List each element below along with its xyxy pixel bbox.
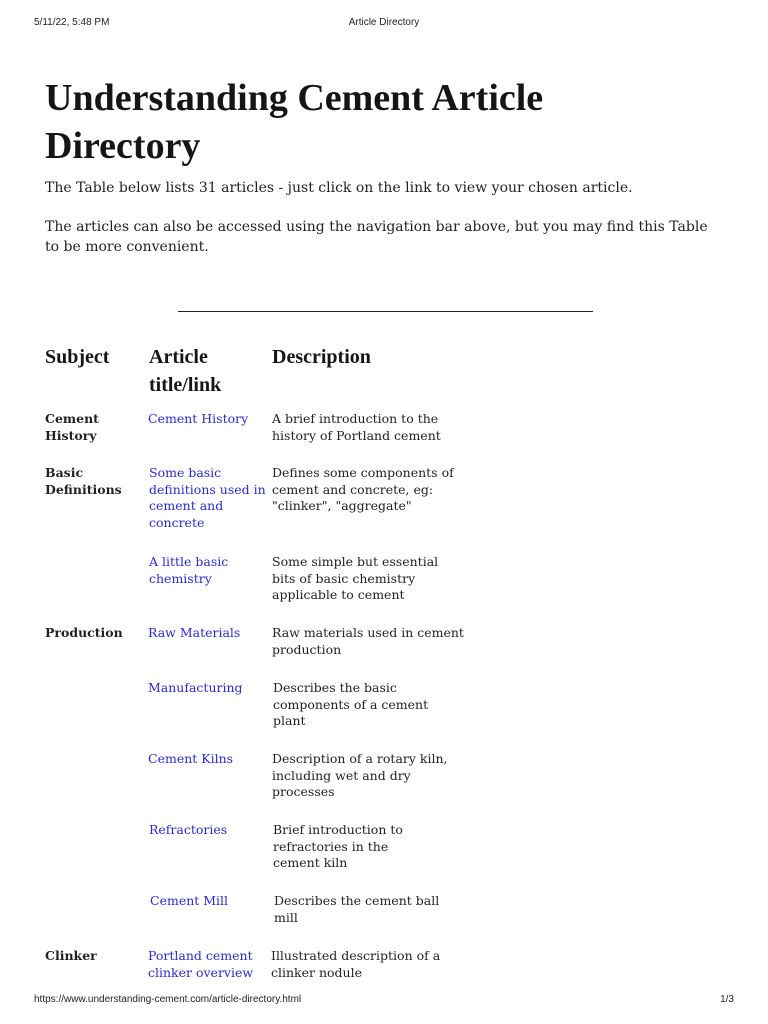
article-link[interactable]: Manufacturing: [148, 680, 243, 695]
article-link[interactable]: Portland cement clinker overview: [148, 948, 254, 980]
print-header: [34, 17, 734, 31]
table-row-description: Describes the cement ball mill: [274, 893, 440, 925]
article-link[interactable]: Refractories: [149, 822, 228, 837]
header-description: Description: [272, 346, 371, 368]
table-row-subject: Basic Definitions: [45, 465, 122, 497]
table-row-description: Raw materials used in cement production: [272, 625, 464, 657]
table-row-description: Describes the basic components of a cement plant: [273, 680, 429, 728]
page-number: 1/3: [720, 994, 734, 1005]
table-row-description: Some simple but essential bits of basic chemistry applicable to cement: [272, 554, 439, 602]
intro-paragraph-2: The articles can also be accessed using the navigation bar above, but you may find this Table to be more convenient.: [45, 219, 708, 255]
header-article-title: Article title/link: [149, 346, 222, 396]
horizontal-divider: [178, 311, 593, 312]
article-link[interactable]: Raw Materials: [148, 625, 241, 640]
table-row-subject: Cement History: [45, 411, 99, 443]
article-link[interactable]: Cement Kilns: [148, 751, 234, 766]
print-url: https://www.understanding-cement.com/article-directory.html: [34, 994, 302, 1005]
print-doc-title: Article Directory: [348, 17, 420, 28]
main-content: [45, 74, 735, 257]
article-link[interactable]: Some basic definitions used in cement and concrete: [149, 465, 266, 530]
table-row-description: Brief introduction to refractories in the cement kiln: [273, 822, 403, 870]
print-footer: [34, 994, 734, 1008]
table-row-subject: Production: [45, 625, 123, 640]
intro-paragraph-1: The Table below lists 31 articles - just click on the link to view your chosen article.: [45, 180, 633, 196]
article-link[interactable]: A little basic chemistry: [149, 554, 229, 586]
page-title: Understanding Cement Article Directory: [45, 77, 544, 167]
table-row-description: Defines some components of cement and concrete, eg: "clinker", "aggregate": [272, 465, 454, 513]
table-row-subject: Clinker: [45, 948, 97, 963]
table-row-description: Illustrated description of a clinker nodule: [271, 948, 441, 980]
article-link[interactable]: Cement Mill: [150, 893, 229, 908]
print-date: 5/11/22, 5:48 PM: [34, 17, 110, 28]
header-subject: Subject: [45, 346, 110, 368]
article-link[interactable]: Cement History: [148, 411, 249, 426]
table-row-description: A brief introduction to the history of Portland cement: [272, 411, 441, 443]
table-row-description: Description of a rotary kiln, including wet and dry processes: [272, 751, 448, 799]
